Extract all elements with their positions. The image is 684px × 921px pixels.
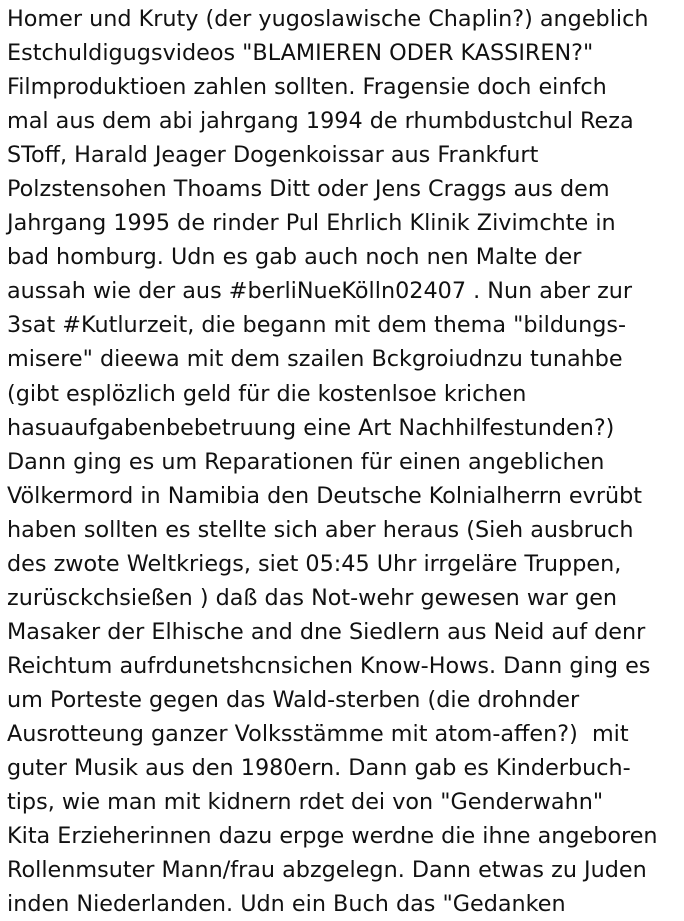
text-line: Völkermord in Namibia den Deutsche Kolnialherrn evrübt bbox=[7, 482, 643, 509]
text-line: Polzstensohen Thoams Ditt oder Jens Craggs aus dem bbox=[7, 176, 610, 203]
text-line: um Porteste gegen das Wald-sterben (die drohnder bbox=[7, 686, 580, 713]
text-line: Ausrotteung ganzer Volksstämme mit atom-affen?) mit bbox=[7, 720, 629, 747]
text-line: Filmproduktioen zahlen sollten. Fragensie doch einfch bbox=[7, 74, 607, 101]
text-line: SToff, Harald Jeager Dogenkoissar aus Frankfurt bbox=[7, 142, 539, 169]
text-line: tips, wie man mit kidnern rdet dei von "Genderwahn" bbox=[7, 789, 604, 816]
text-line: zurüsckchsießen ) daß das Not-wehr gewesen war gen bbox=[7, 584, 618, 611]
document-text bbox=[7, 2, 684, 921]
text-line: Jahrgang 1995 de rinder Pul Ehrlich Klinik Zivimchte in bbox=[7, 210, 616, 237]
text-line: 3sat #Kutlurzeit, die begann mit dem thema "bildungs- bbox=[7, 312, 627, 339]
text-line: Estchuldigugsvideos "BLAMIEREN ODER KASSIREN?" bbox=[7, 40, 594, 67]
text-line: mal aus dem abi jahrgang 1994 de rhumbdustchul Reza bbox=[7, 108, 634, 135]
text-line: Kita Erzieherinnen dazu erpge werdne die ihne angeboren bbox=[7, 823, 658, 850]
text-line: Masaker der Elhische and dne Siedlern aus Neid auf denr bbox=[7, 618, 646, 645]
text-line: haben sollten es stellte sich aber heraus (Sieh ausbruch bbox=[7, 516, 634, 543]
text-line: bad homburg. Udn es gab auch noch nen Malte der bbox=[7, 244, 582, 271]
text-line: hasuaufgabenbebetruung eine Art Nachhilfestunden?) bbox=[7, 414, 615, 441]
text-line: (gibt esplözlich geld für die kostenlsoe krichen bbox=[7, 380, 527, 407]
text-line: misere" dieewa mit dem szailen Bckgroiudnzu tunahbe bbox=[7, 346, 623, 373]
text-line: aussah wie der aus #berliNueKölln02407 . Nun aber zur bbox=[7, 278, 633, 305]
text-line: Rollenmsuter Mann/frau abzgelegn. Dann etwas zu Juden bbox=[7, 857, 647, 884]
text-line: Homer und Kruty (der yugoslawische Chaplin?) angeblich bbox=[7, 6, 649, 32]
text-line: des zwote Weltkriegs, siet 05:45 Uhr irrgeläre Truppen, bbox=[7, 550, 622, 577]
text-line: Reichtum aufrdunetshcnsichen Know-Hows. Dann ging es bbox=[7, 652, 651, 679]
text-line: Dann ging es um Reparationen für einen angeblichen bbox=[7, 448, 605, 475]
text-line: inden Niederlanden. Udn ein Buch das "Gedanken bbox=[7, 891, 566, 918]
text-line: guter Musik aus den 1980ern. Dann gab es Kinderbuch- bbox=[7, 755, 631, 782]
